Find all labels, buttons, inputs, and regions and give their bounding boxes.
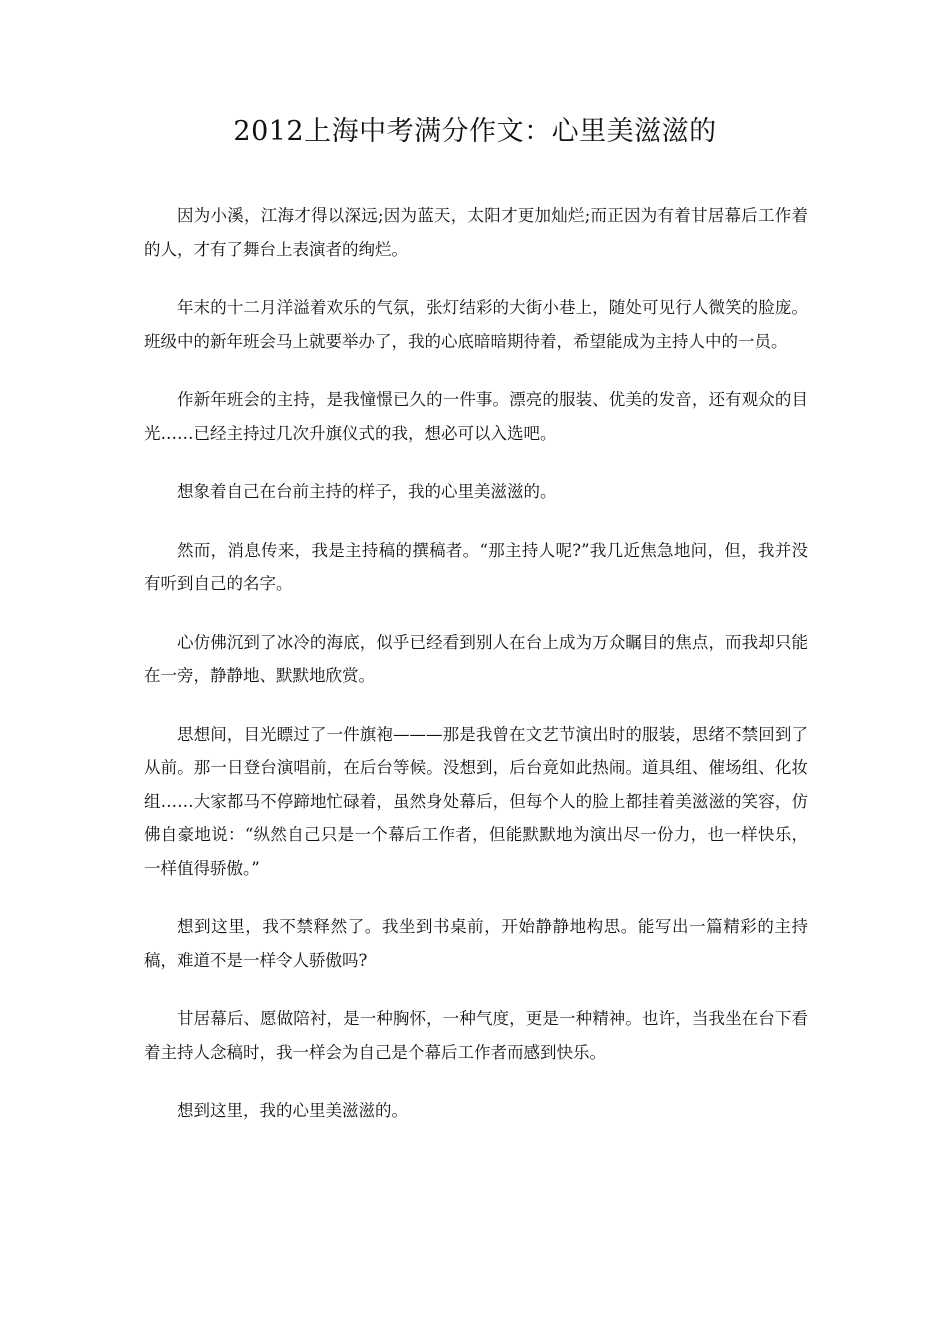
paragraph-2: 年末的十二月洋溢着欢乐的气氛，张灯结彩的大街小巷上，随处可见行人微笑的脸庞。班级中的新年班会马上就要举办了，我的心底暗暗期待着，希望能成为主持人中的一员。 [144,298,808,351]
paragraph-3: 作新年班会的主持，是我憧憬已久的一件事。漂亮的服装、优美的发音，还有观众的目光……已经主持过几次升旗仪式的我，想必可以入选吧。 [144,390,808,443]
paragraph-9: 甘居幕后、愿做陪衬，是一种胸怀，一种气度，更是一种精神。也许，当我坐在台下看着主持人念稿时，我一样会为自己是个幕后工作者而感到快乐。 [144,1009,808,1062]
paragraph-5: 然而，消息传来，我是主持稿的撰稿者。“那主持人呢?”我几近焦急地问，但，我并没有听到自己的名字。 [144,540,808,593]
paragraph-6: 心仿佛沉到了冰冷的海底，似乎已经看到别人在台上成为万众瞩目的焦点，而我却只能在一旁，静静地、默默地欣赏。 [144,632,808,685]
paragraph-1: 因为小溪，江海才得以深远;因为蓝天，太阳才更加灿烂;而正因为有着甘居幕后工作着的人，才有了舞台上表演者的绚烂。 [144,206,808,259]
paragraph-4: 想象着自己在台前主持的样子，我的心里美滋滋的。 [177,482,557,501]
document-body [144,199,808,1153]
document-title: 2012上海中考满分作文：心里美滋滋的 [233,116,717,147]
paragraph-7: 思想间，目光瞟过了一件旗袍———那是我曾在文艺节演出时的服装，思绪不禁回到了从前。那一日登台演唱前，在后台等候。没想到，后台竟如此热闹。道具组、催场组、化妆组……大家都马不停蹄地忙碌着，虽然身处幕后，但每个人的脸上都挂着美滋滋的笑容，仿佛自豪地说：“纵然自己只是一个幕后工作者，但能默默地为演出尽一份力，也一样快乐，一样值得骄傲。” [144,724,808,878]
paragraph-8: 想到这里，我不禁释然了。我坐到书桌前，开始静静地构思。能写出一篇精彩的主持稿，难道不是一样令人骄傲吗? [144,917,808,970]
paragraph-10: 想到这里，我的心里美滋滋的。 [177,1101,408,1120]
